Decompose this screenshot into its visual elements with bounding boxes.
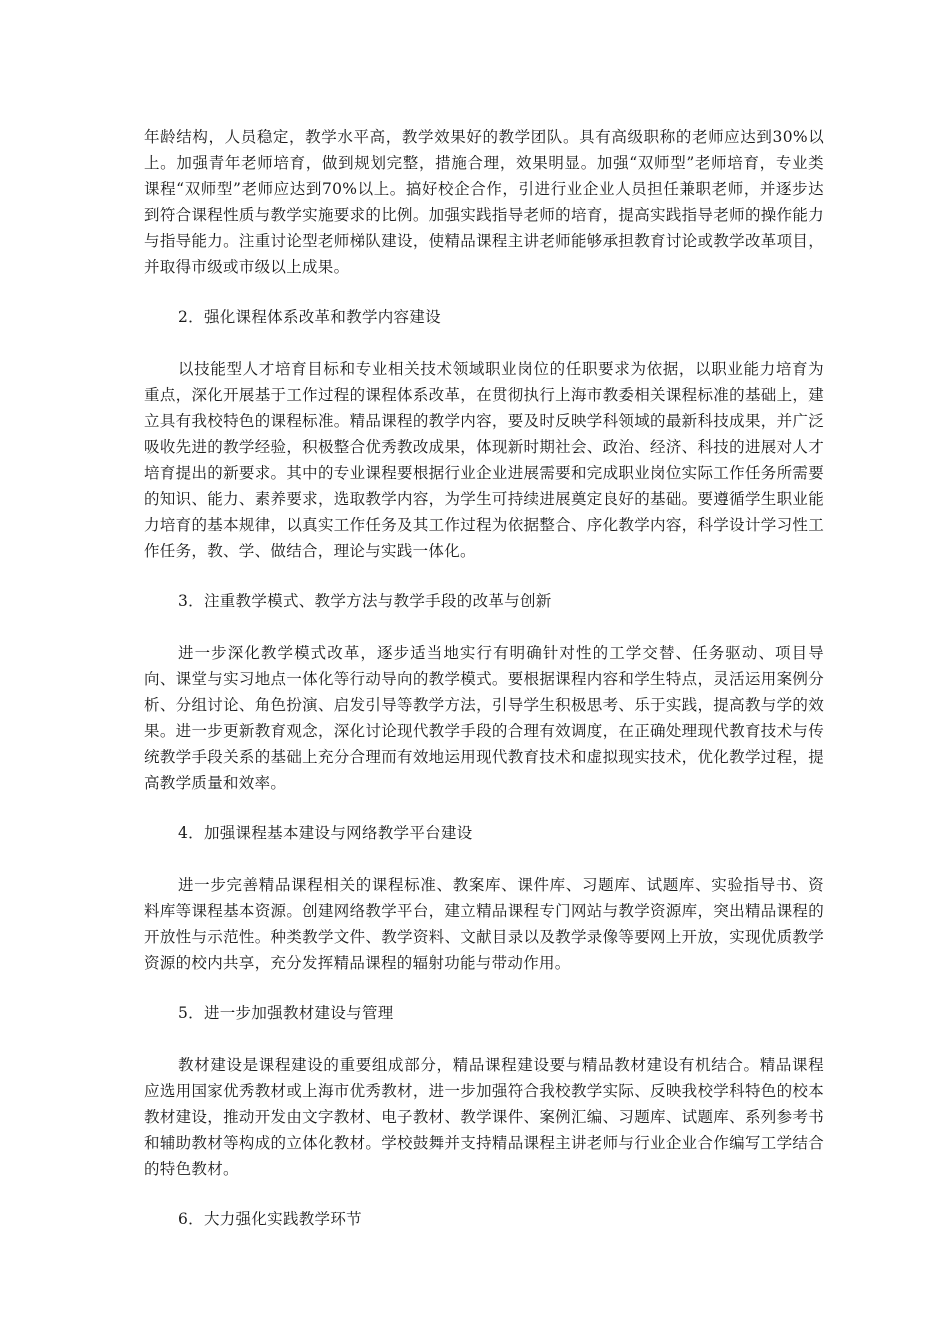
section-paragraph-3: 进一步深化教学模式改革，逐步适当地实行有明确针对性的工学交替、任务驱动、项目导向、课堂与实习地点一体化等行动导向的教学模式。要根据课程内容和学生特点，灵活运用案例分析、分组讨论、角色扮演、启发引导等教学方法，引导学生积极思考、乐于实践，提高教与学的效果。进一步更新教育观念，深化讨论现代教学手段的合理有效调度，在正确处理现代教育技术与传统教学手段关系的基础上充分合理而有效地运用现代教育技术和虚拟现实技术，优化教学过程，提高教学质量和效率。 (144, 644, 824, 792)
section-paragraph-5: 教材建设是课程建设的重要组成部分，精品课程建设要与精品教材建设有机结合。精品课程应选用国家优秀教材或上海市优秀教材，进一步加强符合我校教学实际、反映我校学科特色的校本教材建设，推动开发由文字教材、电子教材、教学课件、案例汇编、习题库、试题库、系列参考书和辅助教材等构成的立体化教材。学校鼓舞并支持精品课程主讲老师与行业企业合作编写工学结合的特色教材。 (144, 1056, 824, 1178)
section-heading-4: 4．加强课程基本建设与网络教学平台建设 (178, 824, 473, 842)
section-heading-2: 2．强化课程体系改革和教学内容建设 (178, 308, 441, 326)
section-heading-6: 6．大力强化实践教学环节 (178, 1210, 362, 1228)
document-body (144, 124, 824, 1258)
intro-paragraph: 年龄结构，人员稳定，教学水平高，教学效果好的教学团队。具有高级职称的老师应达到30%以上。加强青年老师培育，做到规划完整，措施合理，效果明显。加强“双师型”老师培育，专业类课程“双师型”老师应达到70%以上。搞好校企合作，引进行业企业人员担任兼职老师，并逐步达到符合课程性质与教学实施要求的比例。加强实践指导老师的培育，提高实践指导老师的操作能力与指导能力。注重讨论型老师梯队建设，使精品课程主讲老师能够承担教育讨论或教学改革项目，并取得市级或市级以上成果。 (144, 128, 824, 276)
section-heading-5: 5．进一步加强教材建设与管理 (178, 1004, 394, 1022)
section-paragraph-2: 以技能型人才培育目标和专业相关技术领域职业岗位的任职要求为依据，以职业能力培育为重点，深化开展基于工作过程的课程体系改革，在贯彻执行上海市教委相关课程标准的基础上，建立具有我校特色的课程标准。精品课程的教学内容，要及时反映学科领域的最新科技成果，并广泛吸收先进的教学经验，积极整合优秀教改成果，体现新时期社会、政治、经济、科技的进展对人才培育提出的新要求。其中的专业课程要根据行业企业进展需要和完成职业岗位实际工作任务所需要的知识、能力、素养要求，选取教学内容，为学生可持续进展奠定良好的基础。要遵循学生职业能力培育的基本规律，以真实工作任务及其工作过程为依据整合、序化教学内容，科学设计学习性工作任务，教、学、做结合，理论与实践一体化。 (144, 360, 824, 560)
section-paragraph-4: 进一步完善精品课程相关的课程标准、教案库、课件库、习题库、试题库、实验指导书、资料库等课程基本资源。创建网络教学平台，建立精品课程专门网站与教学资源库，突出精品课程的开放性与示范性。种类教学文件、教学资料、文献目录以及教学录像等要网上开放，实现优质教学资源的校内共享，充分发挥精品课程的辐射功能与带动作用。 (144, 876, 824, 972)
section-heading-3: 3．注重教学模式、教学方法与教学手段的改革与创新 (178, 592, 552, 610)
